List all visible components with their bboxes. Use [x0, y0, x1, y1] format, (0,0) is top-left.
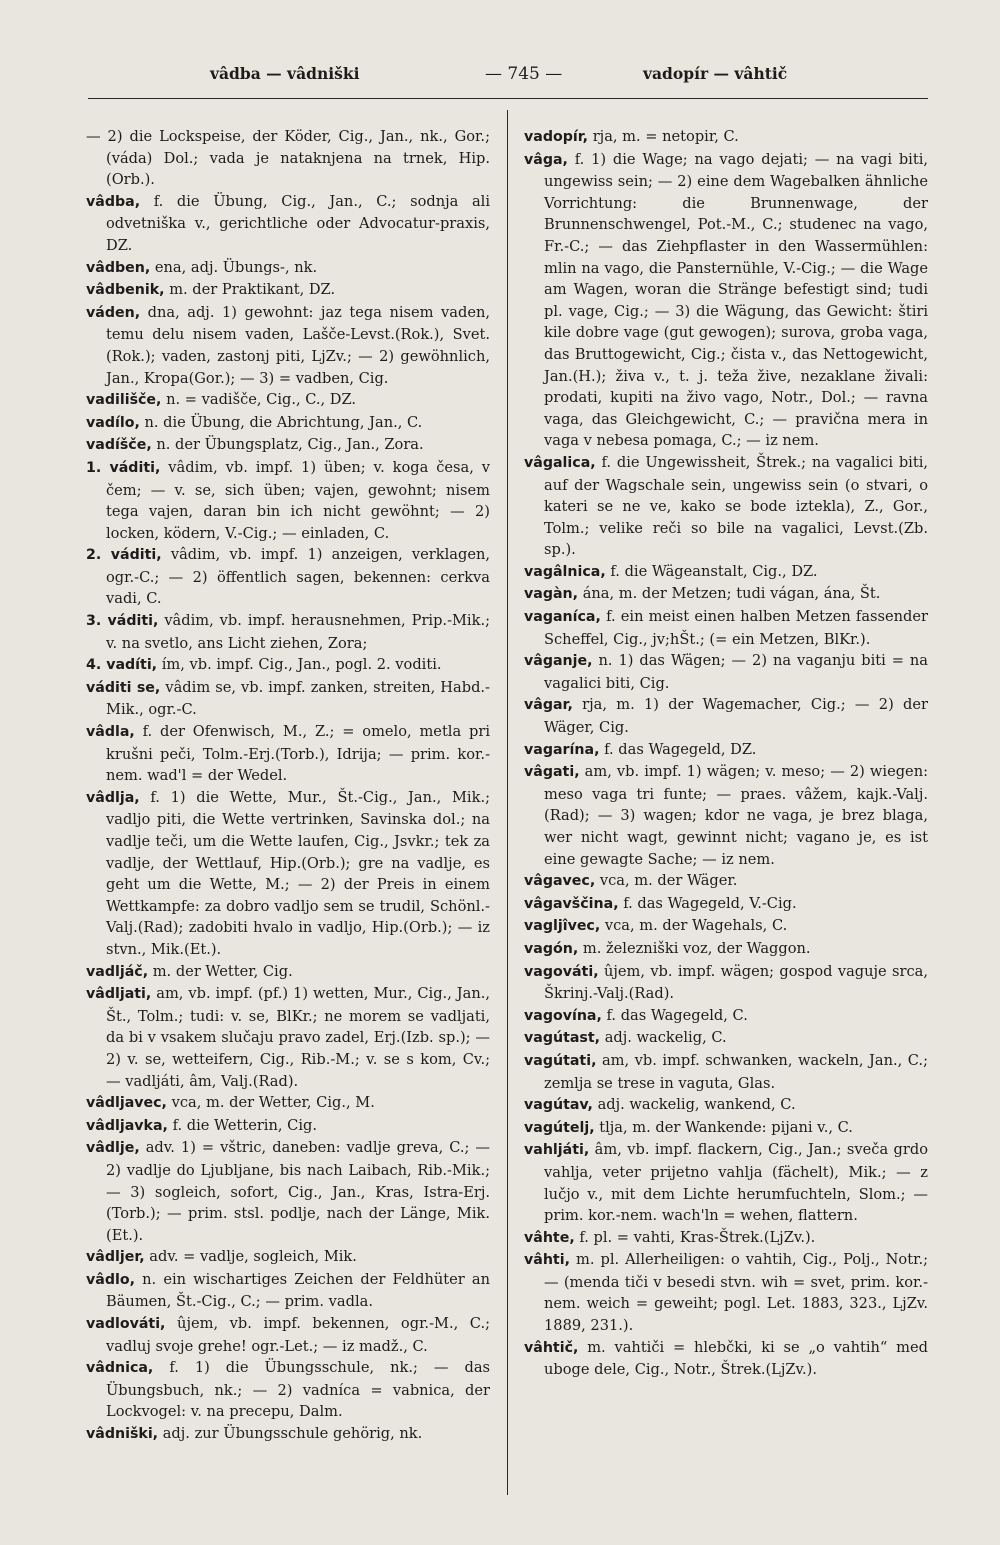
- entry-definition: am, vb. impf. schwanken, wackeln, Jan., C.; zemlja se trese in vaguta, Glas.: [544, 1051, 928, 1092]
- entry-definition: m. pl. Allerheiligen: o vahtih, Cig., Polj., Notr.; — (menda tiči v besedi stvn. wih = svet, prim. kor.-nem. weich = geweiht; pogl. Let. 1883, 323., LjZv. 1889, 231.).: [544, 1251, 928, 1335]
- dictionary-entry: [524, 1027, 928, 1050]
- entry-definition: f. die Ungewissheit, Štrek.; na vagalici biti, auf der Wagschale sein, ungewiss sein (o stvari, o kateri se ne ve, kako se bode iztekla), Z., Gor., Tolm.; velike reči so bile na vagalici, Levst.(Zb. sp.).: [544, 453, 929, 559]
- dictionary-entry: [86, 787, 490, 961]
- entry-definition: vca, m. der Wagehals, C.: [604, 917, 788, 935]
- entry-definition: m. der Wetter, Cig.: [152, 962, 293, 980]
- entry-definition: vâdim, vb. impf. herausnehmen, Prip.-Mik.; v. na svetlo, ans Licht ziehen, Zora;: [106, 612, 491, 652]
- dictionary-entry: [86, 1423, 490, 1446]
- entry-headword: váditi se,: [86, 679, 161, 696]
- dictionary-entry: [86, 279, 490, 302]
- dictionary-entry: [524, 739, 928, 762]
- entry-headword: vagljîvec,: [524, 918, 601, 935]
- dictionary-entry: [524, 915, 928, 938]
- dictionary-entry: [86, 610, 490, 654]
- dictionary-entry: [524, 761, 928, 870]
- entry-definition: n. 1) das Wägen; — 2) na vaganju biti = na vagalici biti, Cig.: [544, 652, 928, 692]
- entry-headword: 2. váditi,: [86, 547, 162, 564]
- entry-definition: f. das Wagegeld, DZ.: [604, 740, 757, 758]
- entry-headword: 4. vadíti,: [86, 657, 158, 674]
- entry-headword: vâdnica,: [86, 1360, 154, 1377]
- entry-headword: vâdlo,: [86, 1271, 135, 1288]
- dictionary-entry: [86, 1137, 490, 1246]
- dictionary-entry: [524, 938, 928, 961]
- dictionary-entry: [86, 1246, 490, 1269]
- entry-definition: f. 1) die Wage; na vago dejati; — na vagi biti, ungewiss sein; — 2) eine dem Wagebalken ähnliche Vorrichtung: die Brunnenwage, der Brunnenschwengel, Pot.-M., C.; studenec na vago, Fr.-C.; — das Ziehpflaster in den Wassermühlen: mlin na vago, die Pansternühle, V.-Cig.; — die Wage am Wagen, woran die Stränge befestigt sind; tudi pl. vage, Cig.; — 3) die Wägung, das Gewicht: štiri kile dobre vage (gut gewogen); surova, groba vaga, das Bruttogewicht, Cig.; čista v., das Nettogewicht, Jan.(H.); živa v., t. j. teža žive, nezaklane živali: prodati, kupiti na živo vago, Notr., Dol.; — ravna vaga, das Gleichgewicht, C.; — pravična mera in vaga v nebesa pomaga, C.; — iz nem.: [544, 150, 928, 450]
- dictionary-entry: [86, 983, 490, 1092]
- entry-definition: f. ein meist einen halben Metzen fassender Scheffel, Cig., jv;hŠt.; (= ein Metzen, BlKr.).: [544, 608, 928, 648]
- dictionary-entry: [86, 302, 490, 389]
- left-column: [86, 126, 490, 1446]
- entry-headword: vagâlnica,: [524, 563, 606, 580]
- dictionary-entry: [524, 1139, 928, 1226]
- entry-definition: rja, m. 1) der Wagemacher, Cig.; — 2) der Wäger, Cig.: [544, 696, 929, 737]
- dictionary-entry: [86, 1313, 490, 1357]
- right-column: [524, 126, 928, 1381]
- entry-definition: f. das Wagegeld, C.: [606, 1006, 748, 1024]
- entry-definition: ím, vb. impf. Cig., Jan., pogl. 2. voditi.: [161, 656, 442, 674]
- entry-headword: vagovína,: [524, 1007, 602, 1024]
- dictionary-entry: [524, 893, 928, 916]
- entry-definition: f. pl. = vahti, Kras-Štrek.(LjZv.).: [579, 1228, 816, 1246]
- entry-definition: am, vb. impf. (pf.) 1) wetten, Mur., Cig., Jan., Št., Tolm.; tudi: v. se, BlKr.; ne morem se vadljati, da bi v vsakem slučaju pravo zadel, Erj.(Izb. sp.); — 2) v. se, wetteifern, Cig., Rib.-M.; v. se s kom, Cv.; — vadljáti, âm, Valj.(Rad).: [106, 985, 490, 1090]
- dictionary-entry: [524, 1249, 928, 1336]
- dictionary-entry: [86, 961, 490, 984]
- dictionary-entry: [86, 457, 490, 544]
- dictionary-entry: [524, 1050, 928, 1094]
- dictionary-entry: [86, 1092, 490, 1115]
- dictionary-entry: [524, 1117, 928, 1140]
- entry-headword: vâgalica,: [524, 454, 596, 471]
- entry-definition: adj. wackelig, wankend, C.: [597, 1096, 796, 1114]
- entry-headword: vagútast,: [524, 1030, 601, 1047]
- dictionary-entry: [86, 126, 490, 191]
- entry-headword: vadílo,: [86, 414, 140, 431]
- entry-definition: ûjem, vb. impf. bekennen, ogr.-M., C.; vadluj svoje grehe! ogr.-Let.; — iz madž., C.: [106, 1315, 491, 1355]
- entry-definition: m. vahtiči = hlebčki, ki se „o vahtih“ med uboge dele, Cig., Notr., Štrek.(LjZv.).: [544, 1338, 928, 1379]
- dictionary-entry: [524, 126, 928, 149]
- entry-definition: f. das Wagegeld, V.-Cig.: [623, 894, 797, 912]
- entry-headword: vâgati,: [524, 764, 580, 781]
- dictionary-entry: [86, 389, 490, 412]
- column-divider: [507, 110, 508, 1495]
- entry-headword: vâgar,: [524, 697, 573, 714]
- entry-headword: vâhtič,: [524, 1339, 579, 1356]
- entry-definition: ána, m. der Metzen; tudi vágan, ána, Št.: [582, 585, 881, 603]
- entry-definition: vca, m. der Wäger.: [599, 872, 738, 890]
- entry-headword: vadlováti,: [86, 1316, 166, 1333]
- entry-definition: f. der Ofenwisch, M., Z.; = omelo, metla pri krušni peči, Tolm.-Erj.(Torb.), Idrija; — prim. kor.-nem. wad'l = der Wedel.: [106, 723, 490, 785]
- page-header: [95, 64, 925, 92]
- dictionary-entry: [524, 149, 928, 452]
- entry-headword: vâdla,: [86, 724, 135, 741]
- entry-definition: âm, vb. impf. flackern, Cig., Jan.; sveča grdo vahlja, veter prijetno vahlja (fächelt), Mik.; — z lučjo v., mit dem Lichte herumfuchteln, Slom.; — prim. kor.-nem. wach'ln = wehen, flattern.: [544, 1141, 928, 1225]
- dictionary-entry: [86, 1115, 490, 1138]
- entry-definition: n. ein wischartiges Zeichen der Feldhüter an Bäumen, Št.-Cig., C.; — prim. vadla.: [106, 1270, 491, 1311]
- dictionary-entry: [86, 544, 490, 610]
- entry-headword: vâdniški,: [86, 1426, 159, 1443]
- dictionary-entry: [524, 606, 928, 650]
- entry-headword: vâdlja,: [86, 789, 140, 806]
- entry-definition: adv. = vadlje, sogleich, Mik.: [149, 1248, 357, 1266]
- entry-definition: rja, m. = netopir, C.: [592, 128, 739, 145]
- header-rule: [88, 98, 928, 99]
- entry-definition: f. die Wetterin, Cig.: [172, 1116, 317, 1134]
- entry-definition: am, vb. impf. 1) wägen; v. meso; — 2) wiegen: meso vaga tri funte; — praes. vâžem, kajk.-Valj.(Rad); — 3) wagen; kdor ne vaga, je brez blaga, wer nicht wagt, gewinnt nicht; vagano je, es ist eine gewagte Sache; — iz nem.: [544, 763, 929, 868]
- entry-headword: 3. váditi,: [86, 613, 159, 630]
- entry-headword: vâgavščina,: [524, 895, 619, 912]
- entry-headword: vâdba,: [86, 193, 141, 210]
- entry-headword: vagàn,: [524, 586, 579, 603]
- dictionary-entry: [524, 694, 928, 738]
- entry-headword: vâganje,: [524, 653, 593, 670]
- entry-headword: vagováti,: [524, 963, 599, 980]
- dictionary-entry: [86, 434, 490, 457]
- dictionary-entry: [86, 191, 490, 257]
- dictionary-entry: [86, 412, 490, 435]
- dictionary-entry: [524, 583, 928, 606]
- entry-definition: vca, m. der Wetter, Cig., M.: [171, 1094, 375, 1112]
- entry-headword: vaganíca,: [524, 609, 601, 626]
- dictionary-entry: [86, 677, 490, 721]
- entry-definition: vâdim, vb. impf. 1) anzeigen, verklagen, ogr.-C.; — 2) öffentlich sagen, bekennen: cerkva vadi, C.: [106, 546, 491, 608]
- entry-definition: adj. wackelig, C.: [604, 1029, 727, 1047]
- entry-definition: n. = vadišče, Cig., C., DZ.: [166, 391, 357, 409]
- entry-definition: adj. zur Übungsschule gehörig, nk.: [162, 1425, 423, 1443]
- dictionary-entry: [524, 650, 928, 694]
- dictionary-entry: [86, 654, 490, 677]
- entry-headword: vadíšče,: [86, 437, 152, 454]
- entry-definition: ûjem, vb. impf. wägen; gospod vaguje srca, Škrinj.-Valj.(Rad).: [544, 962, 928, 1003]
- entry-headword: vâdljavka,: [86, 1117, 168, 1134]
- entry-definition: f. die Übung, Cig., Jan., C.; sodnja ali odvetniška v., gerichtliche oder Advocatur-praxis, DZ.: [106, 192, 490, 254]
- entry-definition: dna, adj. 1) gewohnt: jaz tega nisem vaden, temu delu nisem vaden, Lašče-Levst.(Rok.), Svet.(Rok.); vaden, zastonj piti, LjZv.; — 2) gewöhnlich, Jan., Kropa(Gor.); — 3) = vadben, Cig.: [106, 303, 490, 387]
- entry-headword: vadljáč,: [86, 963, 149, 980]
- entry-headword: vadopír,: [524, 129, 589, 145]
- entry-definition: f. 1) die Übungsschule, nk.; — das Übungsbuch, nk.; — 2) vadníca = vabnica, der Lockvogel: v. na precepu, Dalm.: [106, 1359, 491, 1421]
- entry-headword: vagútelj,: [524, 1119, 595, 1136]
- entry-definition: tlja, m. der Wankende: pijani v., C.: [599, 1118, 853, 1136]
- entry-definition: n. die Übung, die Abrichtung, Jan., C.: [144, 413, 423, 431]
- entry-headword: vagarína,: [524, 741, 600, 758]
- entry-headword: vahljáti,: [524, 1142, 590, 1159]
- header-right-guideword: vadopír — vâhtič: [643, 64, 788, 83]
- entry-headword: váden,: [86, 304, 141, 321]
- entry-headword: vâdljavec,: [86, 1095, 167, 1112]
- dictionary-entry: [524, 870, 928, 893]
- entry-headword: vagón,: [524, 940, 579, 957]
- dictionary-entry: [524, 1337, 928, 1381]
- dictionary-entry: [524, 1094, 928, 1117]
- dictionary-entry: [86, 257, 490, 280]
- header-left-guideword: vâdba — vâdniški: [210, 64, 360, 83]
- entry-headword: vâdlje,: [86, 1140, 140, 1157]
- dictionary-entry: [524, 452, 928, 561]
- dictionary-entry: [86, 1269, 490, 1313]
- dictionary-entry: [524, 561, 928, 584]
- entry-definition: f. die Wägeanstalt, Cig., DZ.: [610, 562, 818, 580]
- entry-headword: vâdbenik,: [86, 282, 165, 299]
- entry-definition: vâdim, vb. impf. 1) üben; v. koga česa, v čem; — v. se, sich üben; vajen, gewohnt; nisem tega vajen, daran bin ich nicht gewöhnt; — 2) locken, ködern, V.-Cig.; — einladen, C.: [106, 458, 491, 542]
- dictionary-entry: [524, 1005, 928, 1028]
- dictionary-entry: [524, 1227, 928, 1250]
- dictionary-entry: [86, 721, 490, 787]
- entry-headword: vadilišče,: [86, 392, 162, 409]
- entry-headword: vâhti,: [524, 1252, 570, 1269]
- dictionary-entry: [86, 1357, 490, 1423]
- entry-headword: vâdljer,: [86, 1249, 145, 1266]
- entry-definition: m. der Praktikant, DZ.: [169, 281, 336, 299]
- entry-headword: vagútav,: [524, 1097, 593, 1114]
- page-number: — 745 —: [485, 64, 563, 84]
- dictionary-entry: [524, 961, 928, 1005]
- entry-headword: vâdben,: [86, 259, 151, 276]
- entry-definition: vâdim se, vb. impf. zanken, streiten, Habd.-Mik., ogr.-C.: [106, 678, 490, 719]
- entry-headword: vâhte,: [524, 1229, 575, 1246]
- entry-definition: adv. 1) = vštric, daneben: vadlje greva, C.; — 2) vadlje do Ljubljane, bis nach Laibach, Rib.-Mik.; — 3) sogleich, sofort, Cig., Jan., Kras, Istra-Erj.(Torb.); — prim. stsl. podlje, nach der Länge, Mik.(Et.).: [106, 1139, 491, 1244]
- entry-definition: f. 1) die Wette, Mur., Št.-Cig., Jan., Mik.; vadljo piti, die Wette vertrinken, Savinska dol.; na vadlje teči, um die Wette laufen, Cig., Jsvkr.; tek za vadlje, der Wettlauf, Hip.(Orb.); gre na vadlje, es geht um die Wette, M.; — 2) der Preis in einem Wettkampfe: za dobro vadljo sem se trudil, Schönl.-Valj.(Rad); zadobiti hvalo in vadljo, Hip.(Orb.); — iz stvn., Mik.(Et.).: [106, 788, 490, 958]
- entry-definition: n. der Übungsplatz, Cig., Jan., Zora.: [156, 436, 424, 454]
- entry-headword: vâdljati,: [86, 986, 152, 1003]
- entry-definition: ena, adj. Übungs-, nk.: [154, 258, 318, 276]
- entry-definition: m. železniški voz, der Waggon.: [582, 939, 811, 957]
- entry-headword: vagútati,: [524, 1052, 597, 1069]
- entry-headword: vâga,: [524, 151, 568, 168]
- entry-headword: vâgavec,: [524, 873, 596, 890]
- entry-definition: — 2) die Lockspeise, der Köder, Cig., Jan., nk., Gor.; (váda) Dol.; vada je nataknjena na trnek, Hip.(Orb.).: [86, 128, 490, 189]
- entry-headword: 1. váditi,: [86, 459, 161, 476]
